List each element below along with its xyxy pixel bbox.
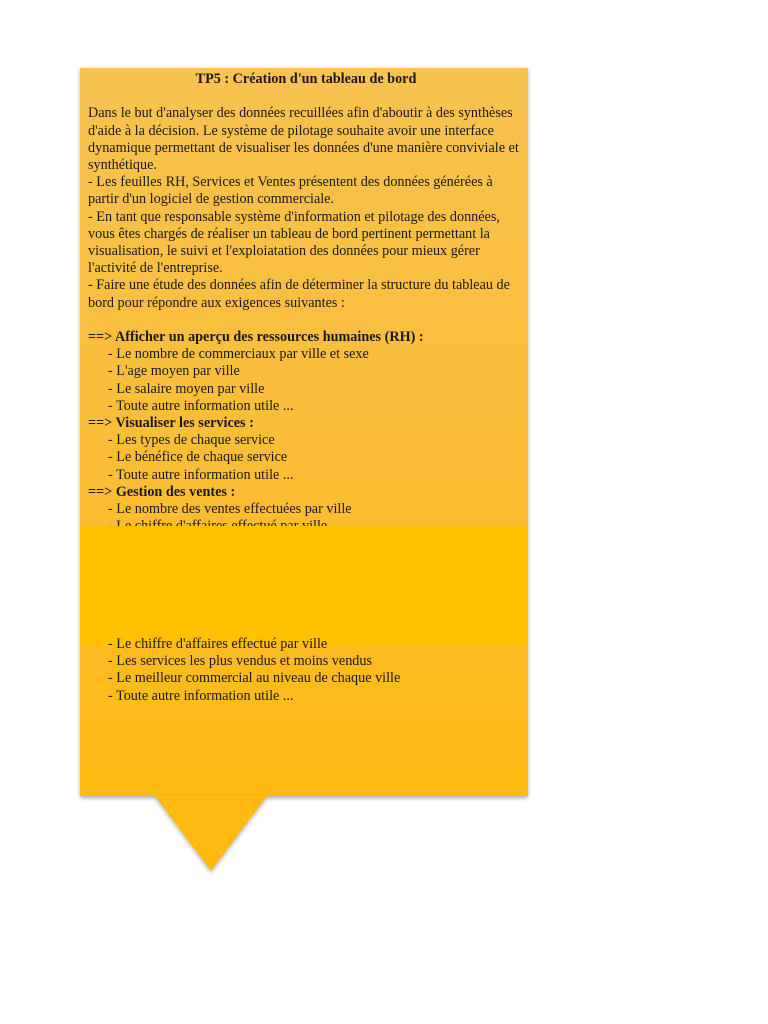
list-item: - Les types de chaque service [108,432,275,449]
callout-pointer [155,796,267,871]
list-item: - Le salaire moyen par ville [108,380,265,397]
list-item: - Le chiffre d'affaires effectué par ville [108,636,328,652]
list-item: - Le nombre de commerciaux par ville et sexe [108,346,369,363]
list-item: - Les services les plus vendus et moins vendus [108,653,372,670]
list-item: - Le meilleur commercial au niveau de chaque ville [108,670,401,687]
document-body [88,71,524,535]
intro-paragraph: Dans le but d'analyser des données recuillées afin d'aboutir à des synthèses d'aide à la décision. Le système de pilotage souhaite avoir une interface dynamique permettant de visualiser les données d'une manière conviviale et synthétique. [88,105,519,173]
intro-paragraph: - Faire une étude des données afin de déterminer la structure du tableau de bord pour répondre aux exigences suivantes : [88,277,510,311]
list-item: - Le bénéfice de chaque service [108,449,288,466]
section-heading-ventes: ==> Gestion des ventes : [88,483,236,500]
intro-paragraph: - Les feuilles RH, Services et Ventes présentent des données générées à partir d'un logiciel de gestion commerciale. [88,174,493,208]
document-continuation [88,636,524,705]
section-heading-services: ==> Visualiser les services : [88,415,254,432]
list-item: - Le nombre des ventes effectuées par ville [108,501,352,518]
list-item: - Toute autre information utile ... [108,397,294,414]
list-item: - Toute autre information utile ... [108,466,294,483]
list-item: - Toute autre information utile ... [108,687,294,704]
document-title: TP5 : Création d'un tableau de bord [195,71,417,87]
list-item: - L'age moyen par ville [108,363,240,380]
intro-paragraph: - En tant que responsable système d'information et pilotage des données, vous êtes chargés de réaliser un tableau de bord pertinent permettant la visualisation, le suivi et l'exploiatation des données pour mieux gérer l'activité de l'entreprise. [88,208,500,277]
section-heading-rh: ==> Afficher un aperçu des ressources humaines (RH) : [88,329,424,346]
overlay-band [80,526,528,646]
text-block-top [80,68,528,526]
text-block-bottom [80,636,528,796]
